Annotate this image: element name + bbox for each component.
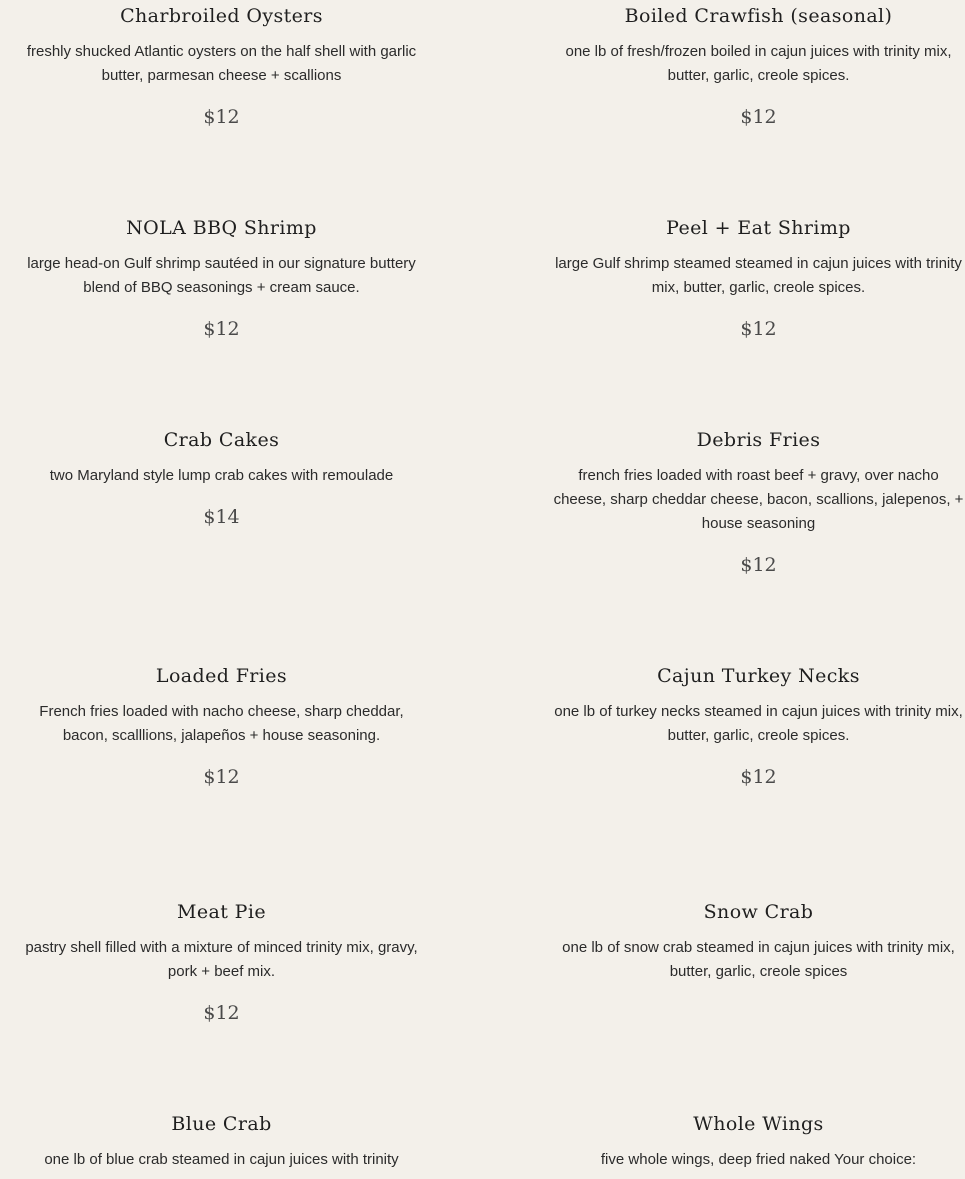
menu-item-description: two Maryland style lump crab cakes with remoulade: [49, 467, 394, 484]
menu-item-price: $12: [203, 318, 240, 340]
menu-item-description: one lb of turkey necks steamed in cajun juices with trinity mix, butter, garlic, creole spices.: [554, 703, 963, 744]
menu-item-name: Debris Fries: [696, 429, 821, 451]
menu-item-description: one lb of snow crab steamed in cajun juices with trinity mix, butter, garlic, creole spices: [562, 939, 955, 980]
menu-item-description: one lb of blue crab steamed in cajun juices with trinity: [44, 1151, 399, 1168]
menu-item-name: Charbroiled Oysters: [120, 5, 323, 27]
menu-item-crab-cakes: [20, 424, 423, 532]
menu-item-price: $12: [740, 106, 777, 128]
menu-item-loaded-fries: [20, 660, 423, 792]
menu-item-meat-pie: [20, 896, 423, 1028]
menu-item-price: $12: [740, 766, 777, 788]
menu-item-name: Peel + Eat Shrimp: [666, 217, 851, 239]
menu-item-price: $12: [740, 554, 777, 576]
menu-item-description: large head-on Gulf shrimp sautéed in our signature buttery blend of BBQ seasonings + cream sauce.: [27, 255, 416, 296]
menu-item-whole-wings: [552, 1108, 965, 1172]
menu-item-name: Boiled Crawfish (seasonal): [624, 5, 893, 27]
menu-item-charbroiled-oysters: [20, 0, 423, 132]
menu-item-boiled-crawfish: [552, 0, 965, 132]
menu-item-description: french fries loaded with roast beef + gravy, over nacho cheese, sharp cheddar cheese, bacon, scallions, jalepenos, + house seasoning: [553, 467, 964, 532]
menu-item-price: $12: [740, 318, 777, 340]
menu-item-blue-crab: [20, 1108, 423, 1172]
menu-item-name: Meat Pie: [176, 901, 266, 923]
menu-item-price: $14: [203, 506, 240, 528]
menu-item-description: five whole wings, deep fried naked Your choice:: [600, 1151, 917, 1168]
menu-item-description: French fries loaded with nacho cheese, sharp cheddar, bacon, scalllions, jalapeños + house seasoning.: [39, 703, 404, 744]
menu-item-description: large Gulf shrimp steamed steamed in cajun juices with trinity mix, butter, garlic, creole spices.: [555, 255, 962, 296]
menu-item-name: Crab Cakes: [163, 429, 280, 451]
menu-item-name: Loaded Fries: [155, 665, 288, 687]
menu-item-price: $12: [203, 106, 240, 128]
menu-item-name: Cajun Turkey Necks: [657, 665, 860, 687]
menu-item-description: pastry shell filled with a mixture of minced trinity mix, gravy, pork + beef mix.: [25, 939, 418, 980]
menu-item-debris-fries: [552, 424, 965, 580]
menu-item-name: NOLA BBQ Shrimp: [126, 217, 317, 239]
menu-item-peel-eat-shrimp: [552, 212, 965, 344]
menu-item-name: Whole Wings: [693, 1113, 824, 1135]
menu-item-price: $12: [203, 1002, 240, 1024]
menu-item-name: Snow Crab: [703, 901, 814, 923]
menu-item-name: Blue Crab: [171, 1113, 272, 1135]
menu-item-nola-bbq-shrimp: [20, 212, 423, 344]
menu-item-snow-crab: [552, 896, 965, 984]
menu-item-cajun-turkey-necks: [552, 660, 965, 792]
menu-item-price: $12: [203, 766, 240, 788]
menu-item-description: freshly shucked Atlantic oysters on the half shell with garlic butter, parmesan cheese + scallions: [26, 43, 417, 84]
menu-item-description: one lb of fresh/frozen boiled in cajun juices with trinity mix, butter, garlic, creole spices.: [565, 43, 952, 84]
